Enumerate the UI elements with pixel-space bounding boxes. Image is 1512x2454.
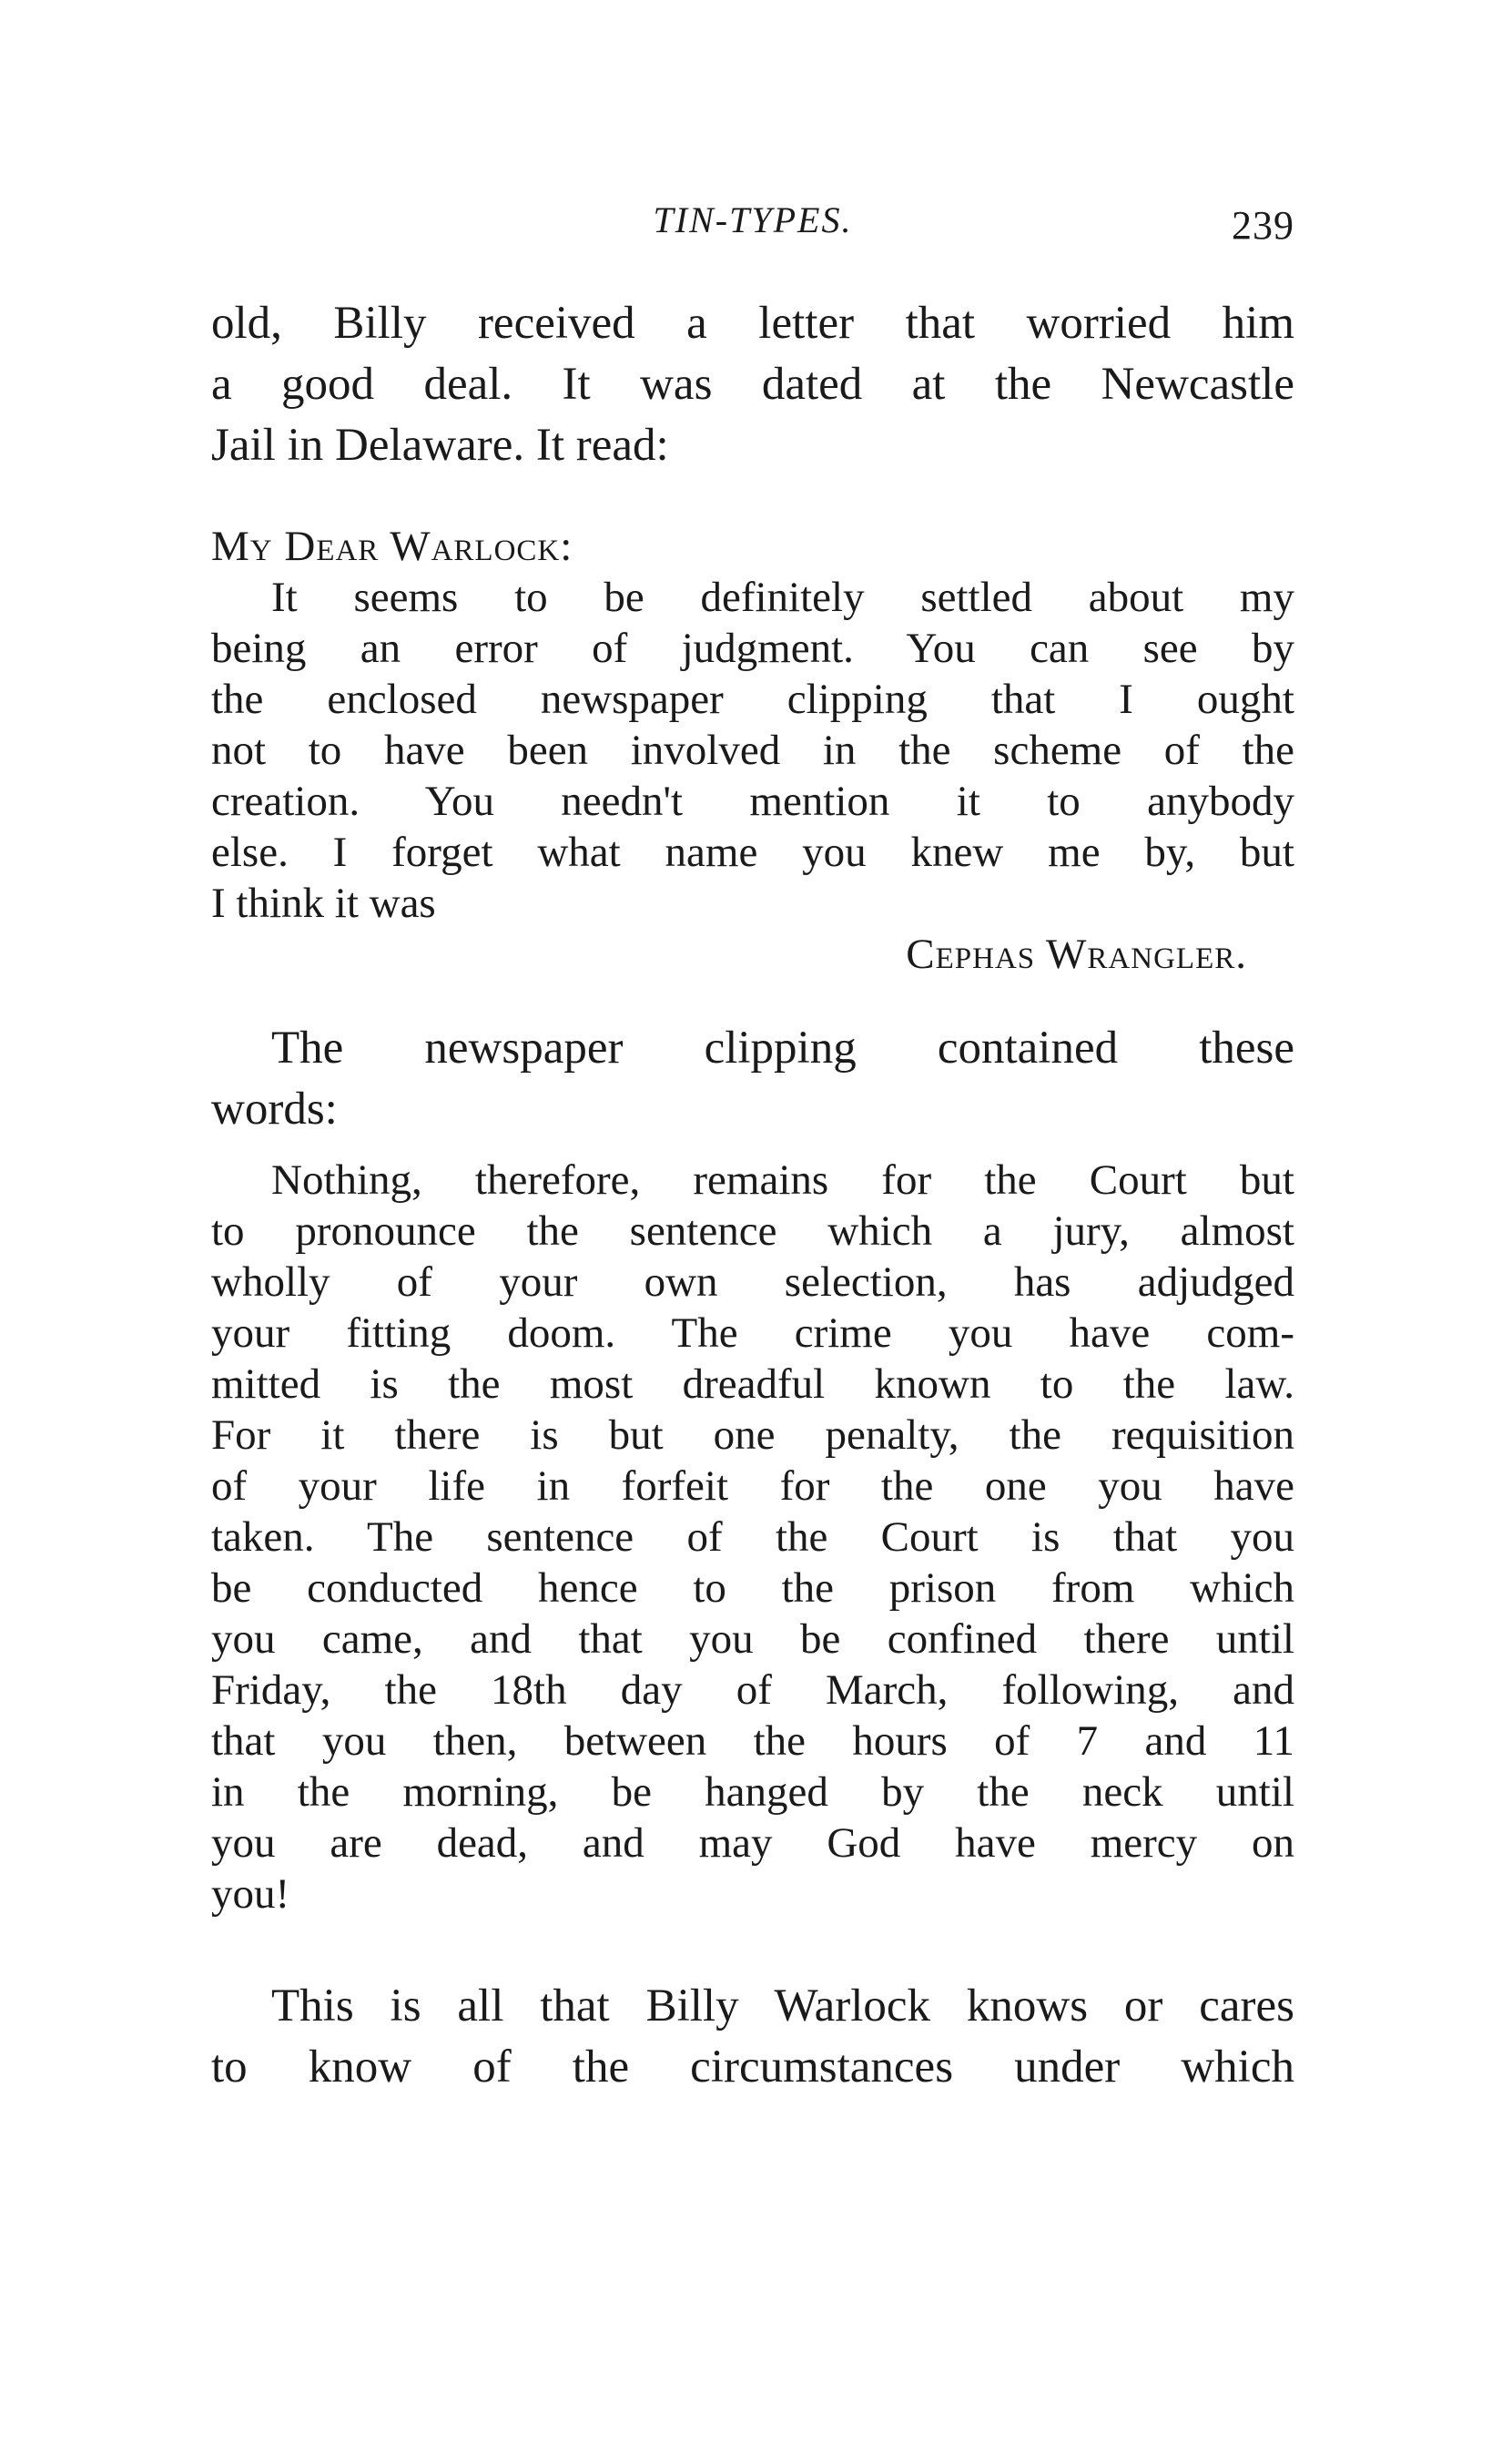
page-header	[211, 199, 1294, 262]
clipping-line: in the morning, be hanged by the neck until	[211, 1768, 1294, 1816]
clipping-line: you!	[211, 1870, 290, 1918]
clipping-line: you are dead, and may God have mercy on	[211, 1819, 1294, 1867]
paragraph-intro	[211, 293, 1294, 476]
letter-line: not to have been involved in the scheme of the	[211, 727, 1294, 774]
clipping-line: For it there is but one penalty, the requisition	[211, 1411, 1294, 1459]
clipping-line: be conducted hence to the prison from which	[211, 1564, 1294, 1612]
clipping-line: you came, and that you be confined there until	[211, 1615, 1294, 1663]
clipping-line: taken. The sentence of the Court is that you	[211, 1513, 1294, 1561]
paragraph-clipping-intro	[211, 1018, 1294, 1140]
text-line: The newspaper clipping contained these	[271, 1023, 1294, 1074]
letter-line: It seems to be definitely settled about my	[271, 574, 1294, 621]
page-number: 239	[1232, 203, 1294, 248]
letter	[211, 521, 1294, 983]
letter-line: else. I forget what name you knew me by, but	[211, 829, 1294, 876]
text-line: old, Billy received a letter that worried him	[211, 298, 1294, 349]
clipping-line: Friday, the 18th day of March, following, and	[211, 1666, 1294, 1714]
text-line: a good deal. It was dated at the Newcastle	[211, 359, 1294, 410]
paragraph-closing	[211, 1976, 1294, 2098]
clipping-line: wholly of your own selection, has adjudged	[211, 1258, 1294, 1306]
running-title: TIN-TYPES.	[653, 199, 853, 240]
text-line: words:	[211, 1084, 338, 1135]
letter-line: being an error of judgment. You can see by	[211, 625, 1294, 672]
clipping-line: Nothing, therefore, remains for the Court but	[271, 1156, 1294, 1204]
letter-line: I think it was	[211, 880, 436, 927]
clipping-line: mitted is the most dreadful known to the law.	[211, 1360, 1294, 1408]
letter-line: the enclosed newspaper clipping that I ought	[211, 676, 1294, 723]
clipping-line: of your life in forfeit for the one you have	[211, 1462, 1294, 1510]
clipping-line: that you then, between the hours of 7 and 11	[211, 1717, 1294, 1765]
clipping-line: your fitting doom. The crime you have com-	[211, 1309, 1294, 1357]
text-line: Jail in Delaware. It read:	[211, 420, 669, 471]
letter-line: creation. You needn't mention it to anybody	[211, 778, 1294, 825]
clipping-line: to pronounce the sentence which a jury, almost	[211, 1207, 1294, 1255]
letter-signature: Cephas Wrangler.	[906, 931, 1247, 978]
letter-salutation: My Dear Warlock:	[211, 523, 573, 570]
text-line: to know of the circumstances under which	[211, 2042, 1294, 2093]
text-line: This is all that Billy Warlock knows or cares	[271, 1981, 1294, 2031]
newspaper-clipping	[211, 1155, 1294, 1919]
